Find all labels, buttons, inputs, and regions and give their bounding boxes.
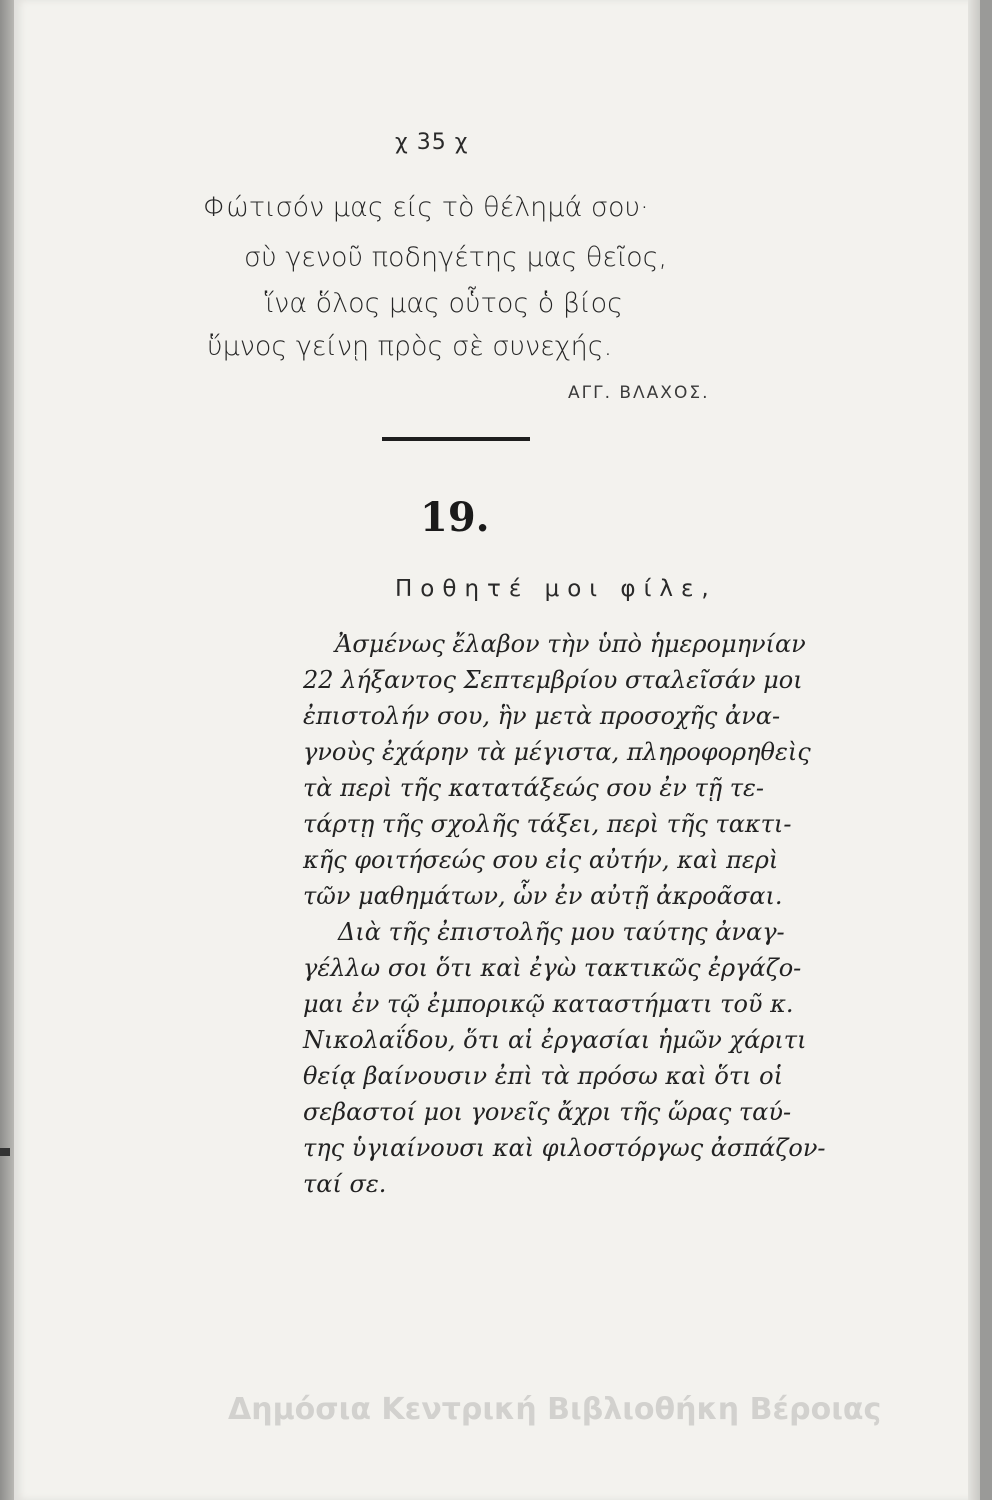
- letter-line: μαι ἐν τῷ ἐμπορικῷ καταστήματι τοῦ κ.: [303, 990, 794, 1018]
- letter-line: σεβαστοί μοι γονεῖς ἄχρι τῆς ὥρας ταύ-: [303, 1098, 792, 1126]
- section-number: 19.: [420, 494, 490, 541]
- library-watermark: Δημόσια Κεντρική Βιβλιοθήκη Βέροιας: [228, 1392, 882, 1427]
- poem-line: ἵνα ὅλος μας οὗτος ὁ βίος: [265, 288, 623, 319]
- page-right-edge: [968, 0, 980, 1500]
- letter-line: γέλλω σοι ὅτι καὶ ἐγὼ τακτικῶς ἐργάζο-: [303, 954, 802, 982]
- poem-line: σὺ γενοῦ ποδηγέτης μας θεῖος,: [244, 242, 668, 273]
- letter-line: τῶν μαθημάτων, ὧν ἐν αὐτῇ ἀκροᾶσαι.: [303, 882, 783, 910]
- poem-line: ὕμνος γείνῃ πρὸς σὲ συνεχής.: [207, 331, 613, 362]
- page-left-edge: [0, 0, 14, 1500]
- letter-line: τάρτῃ τῆς σχολῆς τάξει, περὶ τῆς τακτι-: [303, 810, 792, 838]
- poem-author: ΑΓΓ. ΒΛΑΧΟΣ.: [568, 383, 710, 403]
- letter-line: Ἀσμένως ἔλαβον τὴν ὑπὸ ἡμερομηνίαν: [335, 630, 806, 658]
- section-divider: [382, 437, 530, 441]
- poem-line: Φώτισόν μας είς τὸ θέλημά σου·: [203, 192, 649, 223]
- letter-line: 22 λήξαντος Σεπτεμβρίου σταλεῖσάν μοι: [303, 666, 803, 694]
- letter-line: θείᾳ βαίνουσιν ἐπὶ τὰ πρόσω καὶ ὅτι οἱ: [303, 1062, 784, 1090]
- letter-line: γνοὺς ἐχάρην τὰ μέγιστα, πληροφορηθεὶς: [303, 738, 811, 766]
- scan-mark: [0, 1148, 10, 1156]
- letter-line: τὰ περὶ τῆς κατατάξεώς σου ἐν τῇ τε-: [303, 774, 764, 802]
- letter-line: ταί σε.: [303, 1170, 387, 1198]
- letter-line: Νικολαΐδου, ὅτι αἱ ἐργασίαι ἡμῶν χάριτι: [303, 1026, 807, 1054]
- letter-line: της ὑγιαίνουσι καὶ φιλοστόργως ἀσπάζον-: [303, 1134, 826, 1162]
- letter-line: κῆς φοιτήσεώς σου εἰς αὐτήν, καὶ περὶ: [303, 846, 779, 874]
- letter-salutation: Ποθητέ μοι φίλε,: [395, 576, 717, 602]
- letter-line: ἐπιστολήν σου, ἣν μετὰ προσοχῆς ἀνα-: [303, 702, 781, 730]
- letter-line: Διὰ τῆς ἐπιστολῆς μου ταύτης ἀναγ-: [338, 918, 785, 946]
- page-number: χ 35 χ: [395, 130, 469, 155]
